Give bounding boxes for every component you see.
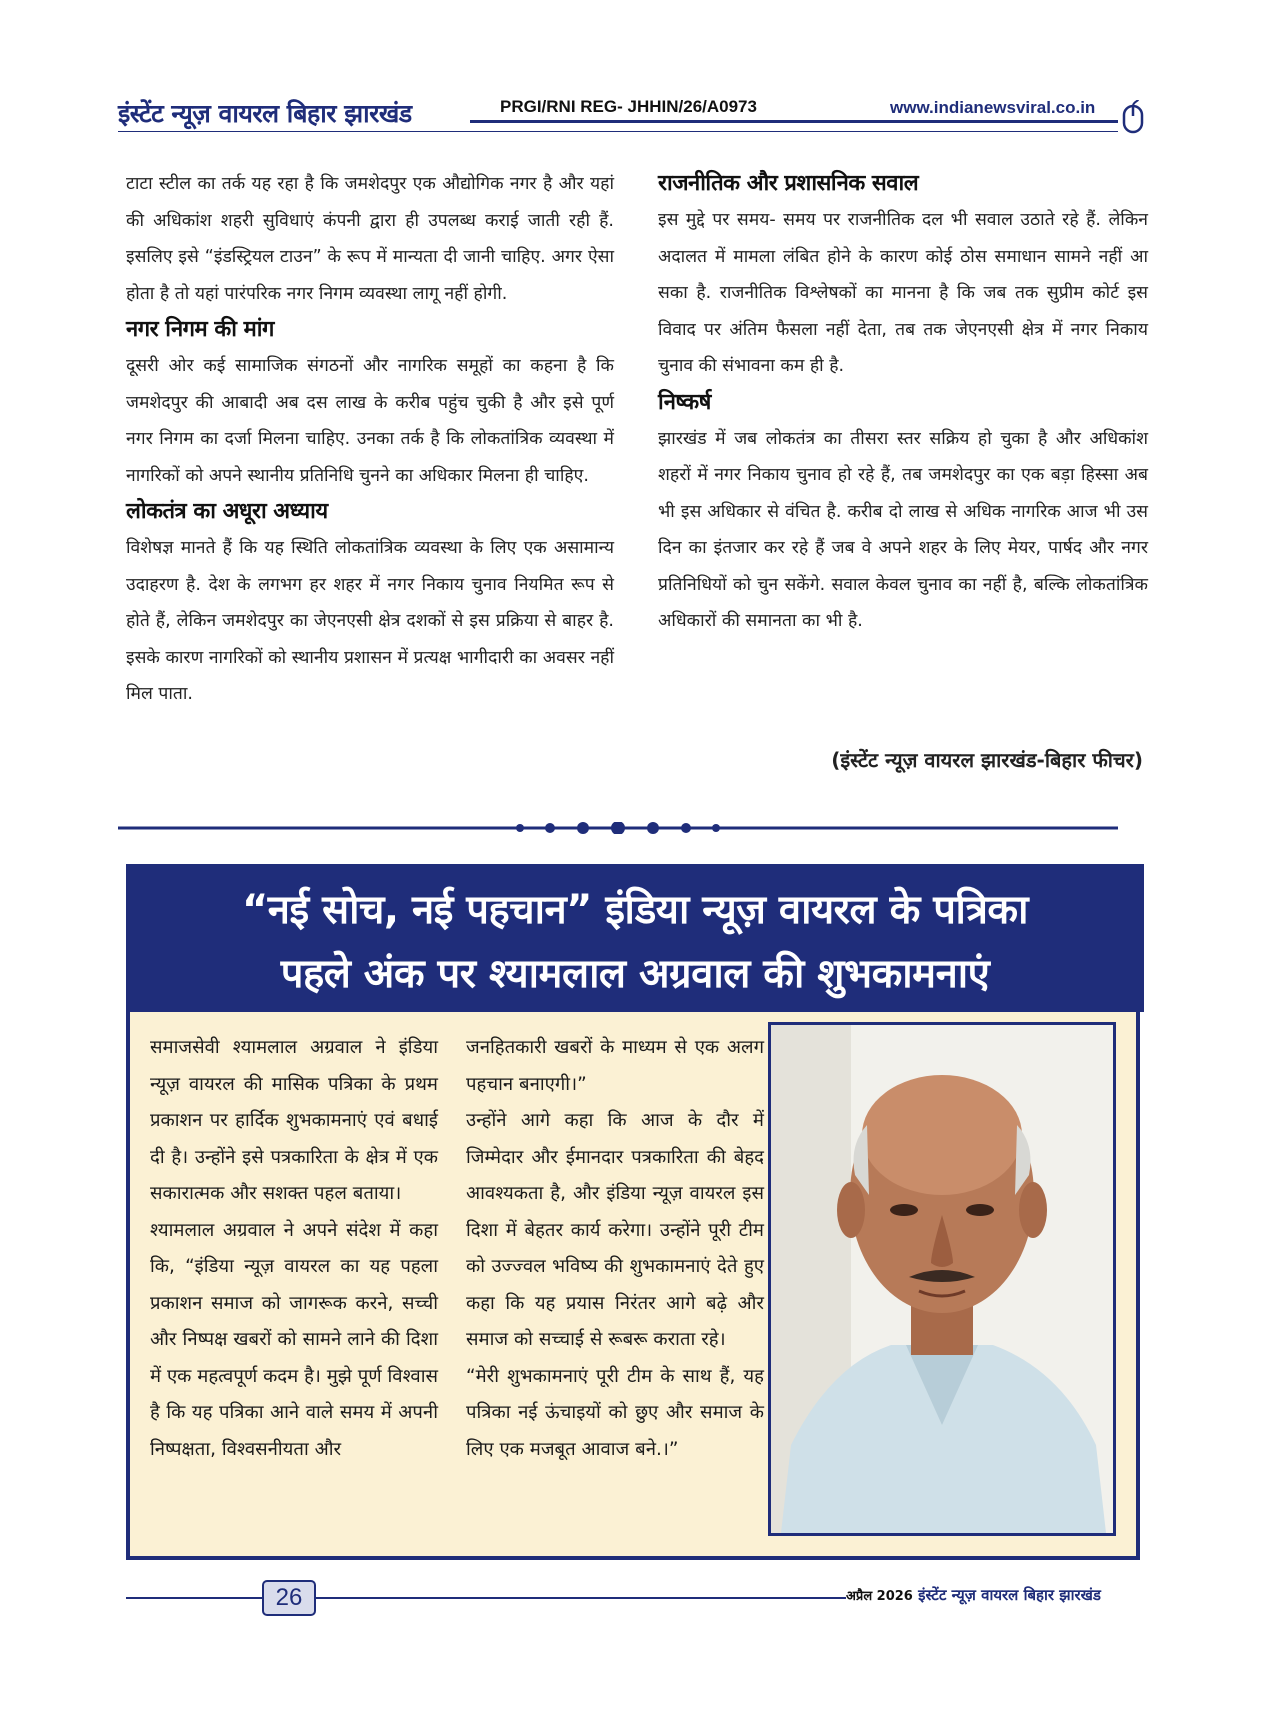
- portrait-illustration: [771, 1025, 1113, 1533]
- dotted-divider: [118, 822, 1118, 834]
- feature-paragraph: “मेरी शुभकामनाएं पूरी टीम के साथ हैं, यह पत्रिका नई ऊंचाइयों को छुए और समाज के लिए एक मजबूत आवाज बने.।”: [466, 1365, 764, 1460]
- feature-paragraph: श्यामलाल अग्रवाल ने अपने संदेश में कहा कि, “इंडिया न्यूज़ वायरल का यह पहला प्रकाशन समाज को जागरूक करने, सच्ची और निष्पक्ष खबरों को सामने लाने की दिशा में एक महत्वपूर्ण कदम है। मुझे पूर्ण विश्वास है कि यह पत्रिका आने वाले समय में अपनी निष्पक्षता, विश्वसनीयता और: [150, 1219, 439, 1460]
- masthead-title: इंस्टेंट न्यूज़ वायरल बिहार झारखंड: [118, 99, 412, 128]
- feature-paragraph: जनहितकारी खबरों के माध्यम से एक अलग पहचान बनाएगी।”: [466, 1037, 764, 1095]
- section-heading: निष्कर्ष: [658, 389, 711, 415]
- feature-column-2: [466, 1030, 764, 1468]
- portrait-photo: [768, 1022, 1116, 1536]
- header-rule: [470, 120, 1118, 123]
- feature-paragraph: उन्होंने आगे कहा कि आज के दौर में जिम्मेदार और ईमानदार पत्रकारिता की बेहद आवश्यकता है, और इंडिया न्यूज़ वायरल इस दिशा में बेहतर कार्य करेगा। उन्होंने पूरी टीम को उज्ज्वल भविष्य की शुभकामनाएं देते हुए कहा कि यह प्रयास निरंतर आगे बढ़े और समाज को सच्चाई से रूबरू कराता रहे।: [466, 1110, 764, 1350]
- mouse-icon: [1122, 100, 1144, 134]
- section-body: दूसरी ओर कई सामाजिक संगठनों और नागरिक समूहों का कहना है कि जमशेदपुर की आबादी अब दस लाख के करीब पहुंच चुकी है और इसे पूर्ण नगर निगम का दर्जा मिलना चाहिए. उनका तर्क है कि लोकतांत्रिक व्यवस्था में नागरिकों को अपने स्थानीय प्रतिनिधि चुनने का अधिकार मिलना ही चाहिए.: [126, 356, 614, 486]
- section-heading: नगर निगम की मांग: [126, 317, 274, 342]
- website-url[interactable]: www.indianewsviral.co.in: [890, 98, 1096, 117]
- footer-issue-date: अप्रैल 2026: [846, 1589, 913, 1604]
- section-heading: लोकतंत्र का अधूरा अध्याय: [126, 499, 328, 524]
- footer-publication: [846, 1585, 1101, 1605]
- footer-rule-right: [316, 1597, 846, 1599]
- registration-number: PRGI/RNI REG- JHHIN/26/A0973: [500, 97, 757, 116]
- article-column-right: [658, 166, 1148, 640]
- feature-headline-banner: [126, 864, 1144, 1012]
- article-byline: (इंस्टेंट न्यूज़ वायरल झारखंड-बिहार फीचर): [831, 748, 1143, 772]
- footer-publication-name: इंस्टेंट न्यूज़ वायरल बिहार झारखंड: [918, 1586, 1101, 1604]
- article-intro: टाटा स्टील का तर्क यह रहा है कि जमशेदपुर एक औद्योगिक नगर है और यहां की अधिकांश शहरी सुविधाएं कंपनी द्वारा ही उपलब्ध कराई जाती रही हैं. इसलिए इसे “इंडस्ट्रियल टाउन” के रूप में मान्यता दी जानी चाहिए. अगर ऐसा होता है तो यहां पारंपरिक नगर निगम व्यवस्था लागू नहीं होगी.: [126, 174, 614, 304]
- section-heading: राजनीतिक और प्रशासनिक सवाल: [658, 171, 919, 196]
- section-body: झारखंड में जब लोकतंत्र का तीसरा स्तर सक्रिय हो चुका है और अधिकांश शहरों में नगर निकाय चुनाव हो रहे हैं, तब जमशेदपुर का एक बड़ा हिस्सा अब भी इस अधिकार से वंचित है. करीब दो लाख से अधिक नागरिक आज भी उस दिन का इंतजार कर रहे हैं जब वे अपने शहर के लिए मेयर, पार्षद और नगर प्रतिनिधियों को चुन सकेंगे. सवाल केवल चुनाव का नहीं है, बल्कि लोकतांत्रिक अधिकारों की समानता का भी है.: [658, 428, 1148, 631]
- section-body: इस मुद्दे पर समय- समय पर राजनीतिक दल भी सवाल उठाते रहे हैं. लेकिन अदालत में मामला लंबित होने के कारण कोई ठोस समाधान सामने नहीं आ सका है. राजनीतिक विश्लेषकों का मानना है कि जब तक सुप्रीम कोर्ट इस विवाद पर अंतिम फैसला नहीं देता, तब तक जेएनएसी क्षेत्र में नगर निकाय चुनाव की संभावना कम ही है.: [658, 210, 1148, 376]
- section-body: विशेषज्ञ मानते हैं कि यह स्थिति लोकतांत्रिक व्यवस्था के लिए एक असामान्य उदाहरण है. देश के लगभग हर शहर में नगर निकाय चुनाव नियमित रूप से होते हैं, लेकिन जमशेदपुर का जेएनएसी क्षेत्र दशकों से इस प्रक्रिया से बाहर है. इसके कारण नागरिकों को स्थानीय प्रशासन में प्रत्यक्ष भागीदारी का अवसर नहीं मिल पाता.: [126, 538, 614, 704]
- feature-paragraph: समाजसेवी श्यामलाल अग्रवाल ने इंडिया न्यूज़ वायरल की मासिक पत्रिका के प्रथम प्रकाशन पर हार्दिक शुभकामनाएं एवं बधाई दी है। उन्होंने इसे पत्रकारिता के क्षेत्र में एक सकारात्मक और सशक्त पहल बताया।: [150, 1037, 438, 1204]
- article-column-left: [126, 166, 614, 713]
- page-number: 26: [262, 1580, 316, 1616]
- feature-column-1: [150, 1030, 438, 1468]
- feature-headline-line1: “नई सोच, नई पहचान” इंडिया न्यूज़ वायरल के पत्रिका: [242, 887, 1028, 933]
- feature-headline-line2: पहले अंक पर श्यामलाल अग्रवाल की शुभकामनाएं: [280, 951, 990, 997]
- footer-rule-left: [126, 1597, 262, 1599]
- header-rule-thin: [118, 131, 1118, 132]
